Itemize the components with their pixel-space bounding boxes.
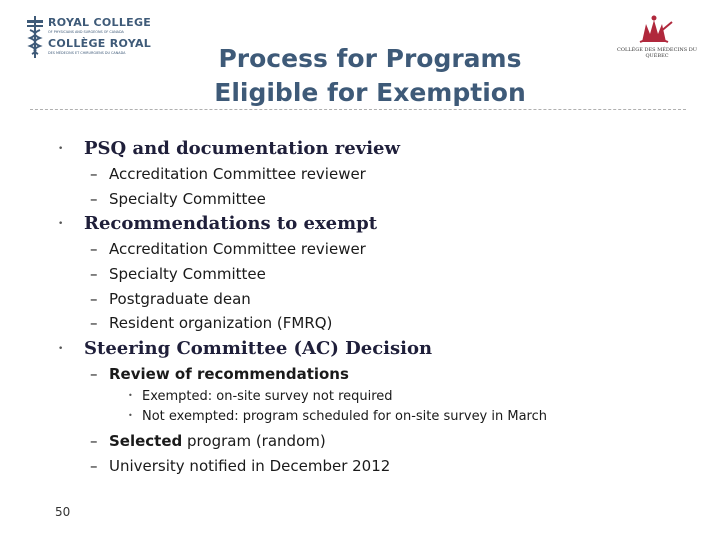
title-line-1: Process for Programs: [218, 44, 522, 73]
slide-title: [160, 42, 580, 110]
logo-line-2: OF PHYSICIANS AND SURGEONS OF CANADA: [48, 30, 124, 34]
cmq-logo: [612, 14, 702, 66]
page-number: 50: [55, 505, 71, 519]
cmq-logo-text: COLLÈGE DES MÉDECINS DU QUÉBEC: [617, 47, 697, 59]
selected-rest-text: program (random): [182, 432, 326, 450]
logo-line-1: ROYAL COLLEGE: [48, 16, 152, 29]
bullet-icon: •: [58, 144, 64, 154]
bullet-icon: •: [58, 219, 64, 229]
caduceus-icon: [26, 14, 44, 60]
logo-line-3: COLLÈGE ROYAL: [48, 37, 152, 50]
selected-bold-text: Selected: [109, 432, 183, 450]
bullet-icon: •: [58, 344, 64, 354]
cmq-emblem-icon: [612, 14, 702, 46]
logo-line-4: DES MÉDECINS ET CHIRURGIENS DU CANADA: [48, 51, 126, 55]
title-divider: [30, 109, 686, 110]
title-line-2: Eligible for Exemption: [214, 78, 526, 107]
royal-college-logo: [26, 14, 166, 62]
